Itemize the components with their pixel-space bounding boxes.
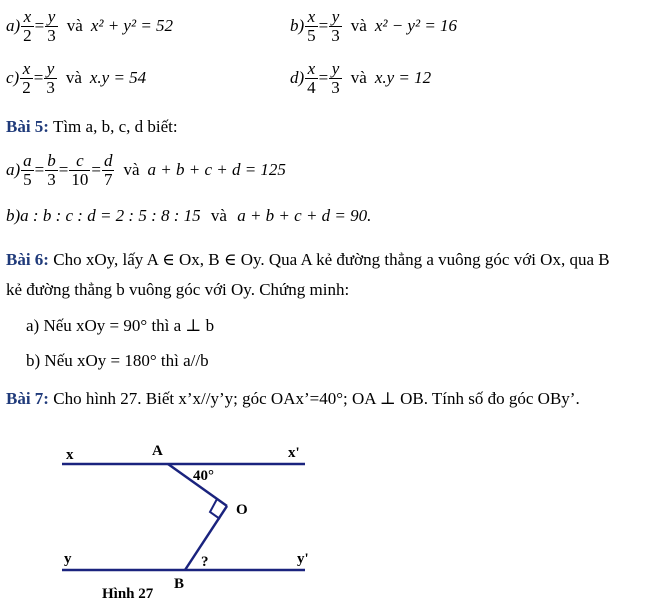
- bai6-line2: kẻ đường thẳng b vuông góc với Oy. Chứng minh:: [6, 280, 350, 299]
- label-question: ?: [201, 554, 209, 570]
- fraction: $\frac{y}{3}$: [331, 58, 340, 97]
- label-O: O: [236, 502, 248, 518]
- figure-caption: Hình 27: [102, 586, 154, 602]
- label-x-prime: x': [288, 445, 300, 461]
- fraction: $\frac{x}{4}$: [307, 58, 316, 97]
- label-y-prime: y': [297, 551, 309, 567]
- figure-27: [0, 430, 360, 603]
- exercise-title: Bài 6:: [6, 250, 49, 269]
- bai6-b: b) Nếu xOy = 180° thì a//b: [26, 351, 209, 370]
- fraction: $\frac{a}{5}$: [23, 150, 32, 189]
- fraction: $\frac{c}{10}$: [71, 150, 89, 189]
- label-x: x: [66, 447, 74, 463]
- exercise-title: Bài 7:: [6, 389, 49, 408]
- ex4-c: c) $\frac{x}{2}$ = $\frac{y}{3}$ và x.y = 54: [6, 58, 147, 97]
- fraction: $\frac{b}{3}$: [47, 150, 56, 189]
- condition: a + b + c + d = 125: [147, 160, 286, 179]
- exercise-text: Tìm a, b, c, d biết:: [52, 117, 178, 136]
- fraction: $\frac{y}{3}$: [46, 58, 55, 97]
- bai5-b: b)a : b : c : d = 2 : 5 : 8 : 15 và a + b + c + d = 90.: [6, 206, 372, 225]
- condition: x² − y² = 16: [374, 16, 458, 35]
- label-y: y: [64, 551, 72, 567]
- fraction: $\frac{d}{7}$: [103, 150, 113, 189]
- condition: x.y = 12: [374, 68, 432, 87]
- bai7-line: [6, 389, 580, 409]
- bai6-line1: [6, 250, 610, 270]
- exercise-text: Cho xOy, lấy A ∈ Ox, B ∈ Oy. Qua A kẻ đường thẳng a vuông góc với Ox, qua B: [53, 250, 610, 269]
- fraction: $\frac{x}{5}$: [307, 6, 316, 45]
- bai6-a: a) Nếu xOy = 90° thì a ⊥ b: [26, 316, 215, 335]
- ex4-a: a) $\frac{x}{2}$ = $\frac{y}{3}$ và x² + y² = 52: [6, 6, 174, 45]
- label-angle: 40°: [193, 468, 214, 484]
- label-A: A: [152, 443, 163, 459]
- label-B: B: [174, 576, 185, 592]
- fraction: $\frac{x}{2}$: [22, 58, 31, 97]
- fraction: $\frac{x}{2}$: [23, 6, 32, 45]
- bai5-heading: [6, 117, 178, 137]
- fraction: $\frac{y}{3}$: [47, 6, 56, 45]
- exercise-title: Bài 5:: [6, 117, 49, 136]
- fraction: $\frac{y}{3}$: [331, 6, 340, 45]
- condition: x.y = 54: [89, 68, 147, 87]
- ex4-b: b) $\frac{x}{5}$ = $\frac{y}{3}$ và x² − y² = 16: [290, 6, 458, 45]
- item-label: a): [6, 16, 21, 35]
- ex4-d: d) $\frac{x}{4}$ = $\frac{y}{3}$ và x.y = 12: [290, 58, 432, 97]
- condition: x² + y² = 52: [90, 16, 174, 35]
- right-angle-mark: [210, 499, 220, 519]
- exercise-text: Cho hình 27. Biết x’x//y’y; góc OAx’=40°; OA ⊥ OB. Tính số đo góc OBy’.: [53, 389, 580, 408]
- bai5-a: a) $\frac{a}{5}$ = $\frac{b}{3}$ = $\frac{c}{10}$ = $\frac{d}{7}$ và a + b + c + d = 125: [6, 150, 286, 189]
